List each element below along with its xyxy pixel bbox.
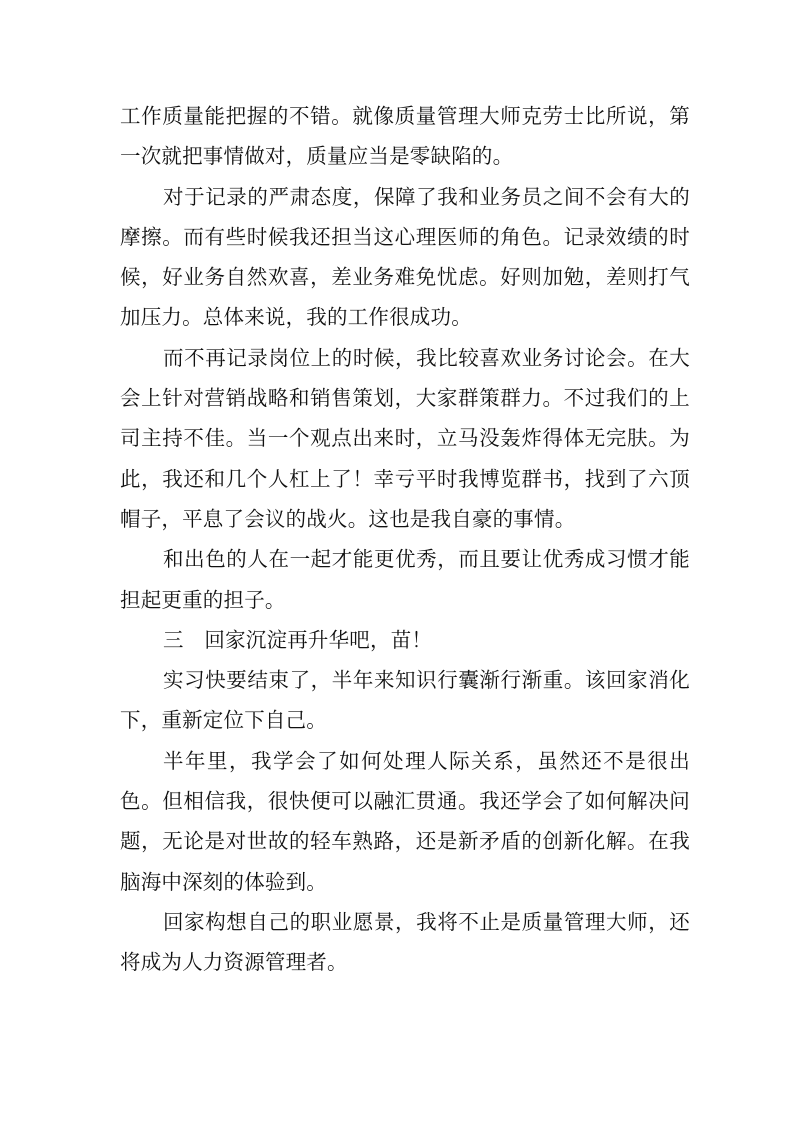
- paragraph: 回家构想自己的职业愿景，我将不止是质量管理大师，还将成为人力资源管理者。: [120, 909, 690, 975]
- section-heading: 三 回家沉淀再升华吧，苗！: [163, 627, 433, 652]
- paragraph: 半年里，我学会了如何处理人际关系，虽然还不是很出色。但相信我，很快便可以融汇贯通。我还学会了如何解决问题，无论是对世故的轻车熟路，还是新矛盾的创新化解。在我脑海中深刻的体验到。: [120, 748, 690, 894]
- paragraph: 而不再记录岗位上的时候，我比较喜欢业务讨论会。在大会上针对营销战略和销售策划，大家群策群力。不过我们的上司主持不佳。当一个观点出来时，立马没轰炸得体无完肤。为此，我还和几个人杠上了！幸亏平时我博览群书，找到了六顶帽子，平息了会议的战火。这也是我自豪的事情。: [120, 345, 690, 531]
- paragraph: 对于记录的严肃态度，保障了我和业务员之间不会有大的摩擦。而有些时候我还担当这心理医师的角色。记录效绩的时候，好业务自然欢喜，差业务难免忧虑。好则加勉，差则打气加压力。总体来说，我的工作很成功。: [120, 184, 690, 330]
- paragraph: 工作质量能把握的不错。就像质量管理大师克劳士比所说，第一次就把事情做对，质量应当是零缺陷的。: [120, 104, 690, 169]
- document-body: [120, 96, 690, 983]
- paragraph: 实习快要结束了，半年来知识行囊渐行渐重。该回家消化下，重新定位下自己。: [120, 668, 690, 733]
- paragraph: 和出色的人在一起才能更优秀，而且要让优秀成习惯才能担起更重的担子。: [120, 547, 690, 612]
